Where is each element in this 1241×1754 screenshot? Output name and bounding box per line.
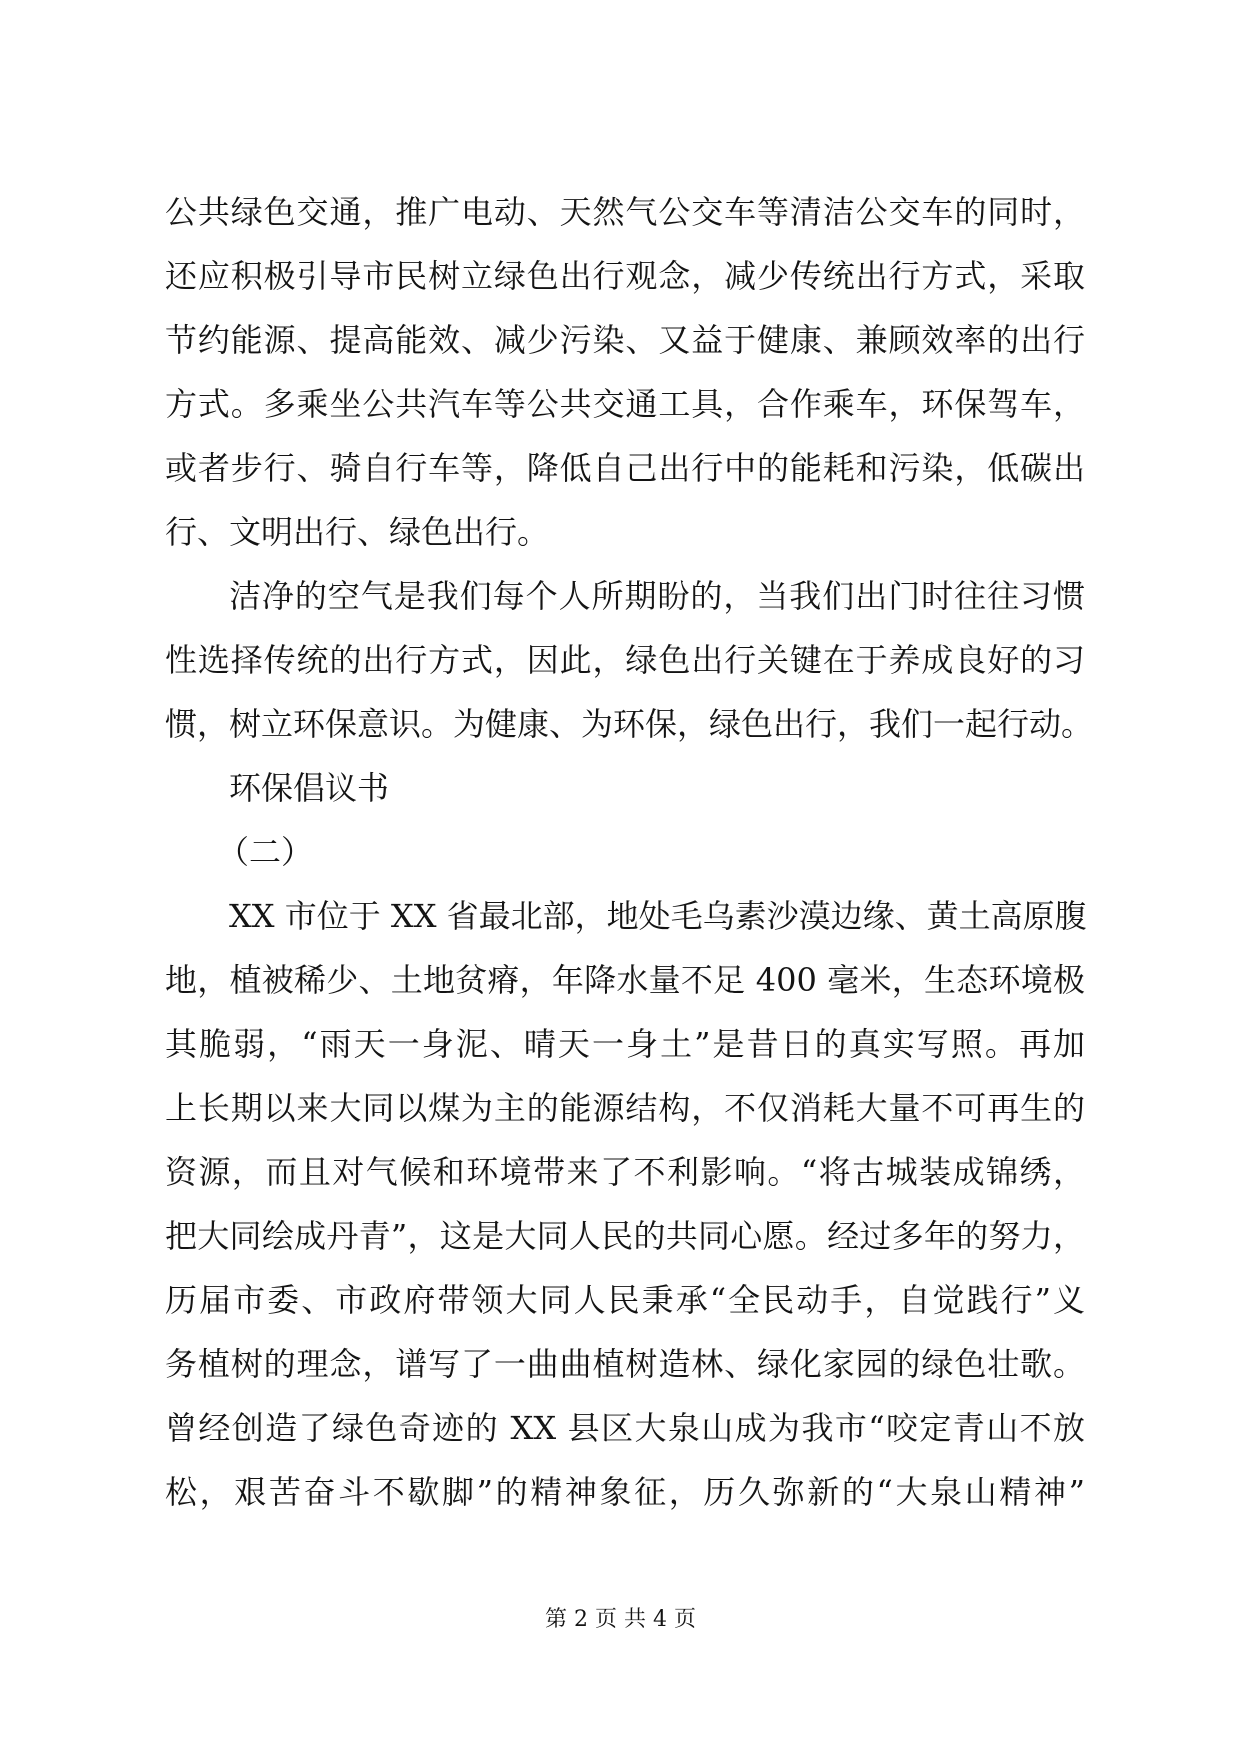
section-title: 环保倡议书 <box>229 769 390 807</box>
text-line: 惯，树立环保意识。为健康、为环保，绿色出行，我们一起行动。 <box>165 705 1094 743</box>
text-line: 行、文明出行、绿色出行。 <box>165 513 550 551</box>
page-number-footer: 第 2 页 共 4 页 <box>545 1607 696 1632</box>
text-line: 资源，而且对气候和环境带来了不利影响。“将古城装成锦绣， <box>165 1153 1085 1191</box>
text-line: 务植树的理念，谱写了一曲曲植树造林、绿化家园的绿色壮歌。 <box>165 1345 1085 1383</box>
text-line: 还应积极引导市民树立绿色出行观念，减少传统出行方式，采取 <box>165 257 1085 295</box>
text-line: 性选择传统的出行方式，因此，绿色出行关键在于养成良好的习 <box>165 641 1085 679</box>
text-line: 其脆弱，“雨天一身泥、晴天一身土”是昔日的真实写照。再加 <box>165 1025 1085 1063</box>
text-line: 历届市委、市政府带领大同人民秉承“全民动手，自觉践行”义 <box>165 1281 1085 1319</box>
paragraph-first-line: 洁净的空气是我们每个人所期盼的，当我们出门时往往习惯 <box>229 577 1085 615</box>
text-line: 或者步行、骑自行车等，降低自己出行中的能耗和污染，低碳出 <box>165 449 1085 487</box>
text-line: 曾经创造了绿色奇迹的 XX 县区大泉山成为我市“咬定青山不放 <box>165 1409 1085 1447</box>
text-line: 节约能源、提高能效、减少污染、又益于健康、兼顾效率的出行 <box>165 321 1085 359</box>
text-line: 松，艰苦奋斗不歇脚”的精神象征，历久弥新的“大泉山精神” <box>165 1473 1085 1511</box>
text-line: 把大同绘成丹青”，这是大同人民的共同心愿。经过多年的努力， <box>165 1217 1085 1255</box>
paragraph-first-line: XX 市位于 XX 省最北部，地处毛乌素沙漠边缘、黄土高原腹 <box>229 897 1087 935</box>
text-line: 公共绿色交通，推广电动、天然气公交车等清洁公交车的同时， <box>165 193 1085 231</box>
body-text <box>165 180 1094 1524</box>
section-number: （二） <box>217 833 314 871</box>
text-line: 上长期以来大同以煤为主的能源结构，不仅消耗大量不可再生的 <box>165 1089 1085 1127</box>
text-line: 方式。多乘坐公共汽车等公共交通工具，合作乘车，环保驾车， <box>165 385 1085 423</box>
text-line: 地，植被稀少、土地贫瘠，年降水量不足 400 毫米，生态环境极 <box>165 961 1085 999</box>
